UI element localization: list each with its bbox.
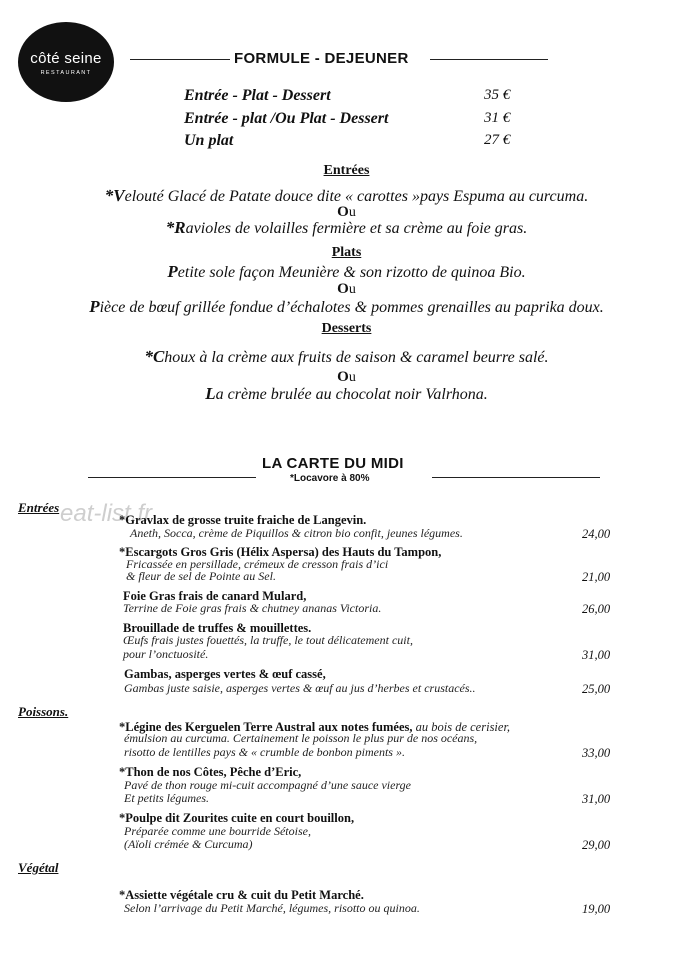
carte-subtitle: *Locavore à 80%: [290, 473, 370, 484]
dish-description: risotto de lentilles pays & « crumble de bonbon piments ».: [124, 745, 405, 759]
menu-entree-2-initial: *R: [165, 218, 186, 237]
dish-description: pour l’onctuosité.: [123, 647, 209, 661]
menu-entree-1-initial: *V: [104, 186, 125, 205]
formule-item-price: 35 €: [484, 87, 511, 103]
menu-or-1-text: u: [348, 205, 356, 220]
formule-item-label: Entrée - Plat - Dessert: [184, 87, 331, 104]
menu-entree-2: [0, 218, 693, 238]
carte-rule-left: [88, 477, 256, 478]
carte-title: LA CARTE DU MIDI: [262, 455, 404, 472]
dish-description: Selon l’arrivage du Petit Marché, légumes, risotto ou quinoa.: [124, 901, 420, 915]
dish-description: Œufs frais justes fouettés, la truffe, le tout délicatement cuit,: [123, 633, 413, 647]
dish-description: émulsion au curcuma. Certainement le poisson le plus pur de nos océans,: [124, 731, 478, 745]
dish-name: *Escargots Gros Gris (Hélix Aspersa) des Hauts du Tampon,: [119, 545, 442, 559]
logo-name: côté seine: [30, 50, 102, 67]
menu-plat-1-initial: P: [167, 262, 178, 281]
dish-description: & fleur de sel de Pointe au Sel.: [126, 569, 276, 583]
dish-price: 29,00: [582, 838, 611, 852]
formule-title: FORMULE - DEJEUNER: [234, 50, 409, 67]
carte-category-entrees: Entrées: [18, 500, 60, 515]
dish-name: Foie Gras frais de canard Mulard,: [123, 589, 307, 603]
menu-or-2-initial: O: [337, 281, 349, 297]
menu-plat-2-initial: P: [89, 297, 100, 316]
dish-price: 21,00: [582, 570, 611, 584]
menu-plat-1: [0, 262, 693, 282]
section-plats-title: Plats: [331, 245, 362, 260]
menu-entree-2-text: avioles de volailles fermière et sa crème au foie gras.: [185, 220, 528, 237]
carte-category-poissons: Poissons.: [18, 704, 69, 719]
dish-description: Fricassée en persillade, crémeux de cresson frais d’ici: [126, 557, 389, 571]
dish-description: Aneth, Socca, crème de Piquillos & citron bio confit, jeunes légumes.: [130, 526, 463, 540]
section-entrees-title: Entrées: [323, 163, 370, 178]
dish-price: 31,00: [582, 648, 611, 662]
dish-name-italic: au bois de cerisier,: [412, 720, 511, 734]
dish-price: 19,00: [582, 902, 611, 916]
dish-name: Brouillade de truffes & mouillettes.: [123, 621, 312, 635]
dish-price: 25,00: [582, 682, 611, 696]
menu-dessert-1-text: houx à la crème aux fruits de saison & caramel beurre salé.: [164, 349, 549, 366]
menu-plat-2: [0, 297, 693, 317]
menu-dessert-1: [0, 347, 693, 367]
formule-rule-left: [130, 59, 230, 60]
menu-dessert-2: [0, 384, 693, 404]
menu-or-1-initial: O: [337, 204, 349, 220]
menu-entree-1: [0, 186, 693, 206]
dish-price: 24,00: [582, 527, 611, 541]
dish-description: Et petits légumes.: [124, 791, 209, 805]
dish-description: Préparée comme une bourride Sétoise,: [124, 824, 311, 838]
dish-name: *Poulpe dit Zourites cuite en court bouillon,: [119, 811, 355, 825]
dish-name: *Thon de nos Côtes, Pêche d’Eric,: [119, 765, 302, 779]
formule-item-price: 31 €: [484, 110, 511, 126]
menu-entree-1-text: elouté Glacé de Patate douce dite « carottes »pays Espuma au curcuma.: [124, 188, 589, 205]
dish-name: *Assiette végétale cru & cuit du Petit Marché.: [119, 888, 364, 902]
restaurant-logo: [18, 22, 114, 102]
dish-description: (Aïoli crémée & Curcuma): [124, 837, 253, 851]
dish-description: Gambas juste saisie, asperges vertes & œuf au jus d’herbes et crustacés..: [124, 681, 476, 695]
formule-item-price: 27 €: [484, 132, 511, 148]
carte-category-vegetal: Végétal: [18, 860, 59, 875]
menu-or-2: [0, 281, 693, 298]
logo-subtitle: RESTAURANT: [40, 70, 92, 76]
menu-dessert-1-initial: *C: [144, 347, 165, 366]
dish-name: *Gravlax de grosse truite fraiche de Langevin.: [119, 513, 367, 527]
menu-or-3-text: u: [348, 370, 356, 385]
dish-name: *Légine des Kerguelen Terre Austral aux notes fumées,: [119, 720, 413, 734]
menu-dessert-2-initial: L: [205, 384, 216, 403]
menu-or-3-initial: O: [337, 369, 349, 385]
formule-item-label: Un plat: [184, 132, 234, 149]
menu-dessert-2-text: a crème brulée au chocolat noir Valrhona.: [215, 386, 488, 403]
formule-item-label: Entrée - plat /Ou Plat - Dessert: [184, 110, 389, 127]
carte-rule-right: [432, 477, 600, 478]
dish-name: Gambas, asperges vertes & œuf cassé,: [124, 667, 326, 681]
section-desserts-title: Desserts: [321, 321, 372, 336]
dish-price: 26,00: [582, 602, 611, 616]
dish-price: 31,00: [582, 792, 611, 806]
menu-plat-2-text: ièce de bœuf grillée fondue d’échalotes & pommes grenailles au paprika doux.: [99, 299, 604, 316]
menu-or-2-text: u: [348, 282, 356, 297]
menu-plat-1-text: etite sole façon Meunière & son rizotto de quinoa Bio.: [177, 264, 526, 281]
dish-description: Pavé de thon rouge mi-cuit accompagné d’une sauce vierge: [124, 778, 412, 792]
formule-rule-right: [430, 59, 548, 60]
dish-price: 33,00: [582, 746, 611, 760]
watermark: eat-list.fr: [60, 500, 153, 527]
dish-description: Terrine de Foie gras frais & chutney ananas Victoria.: [123, 601, 382, 615]
